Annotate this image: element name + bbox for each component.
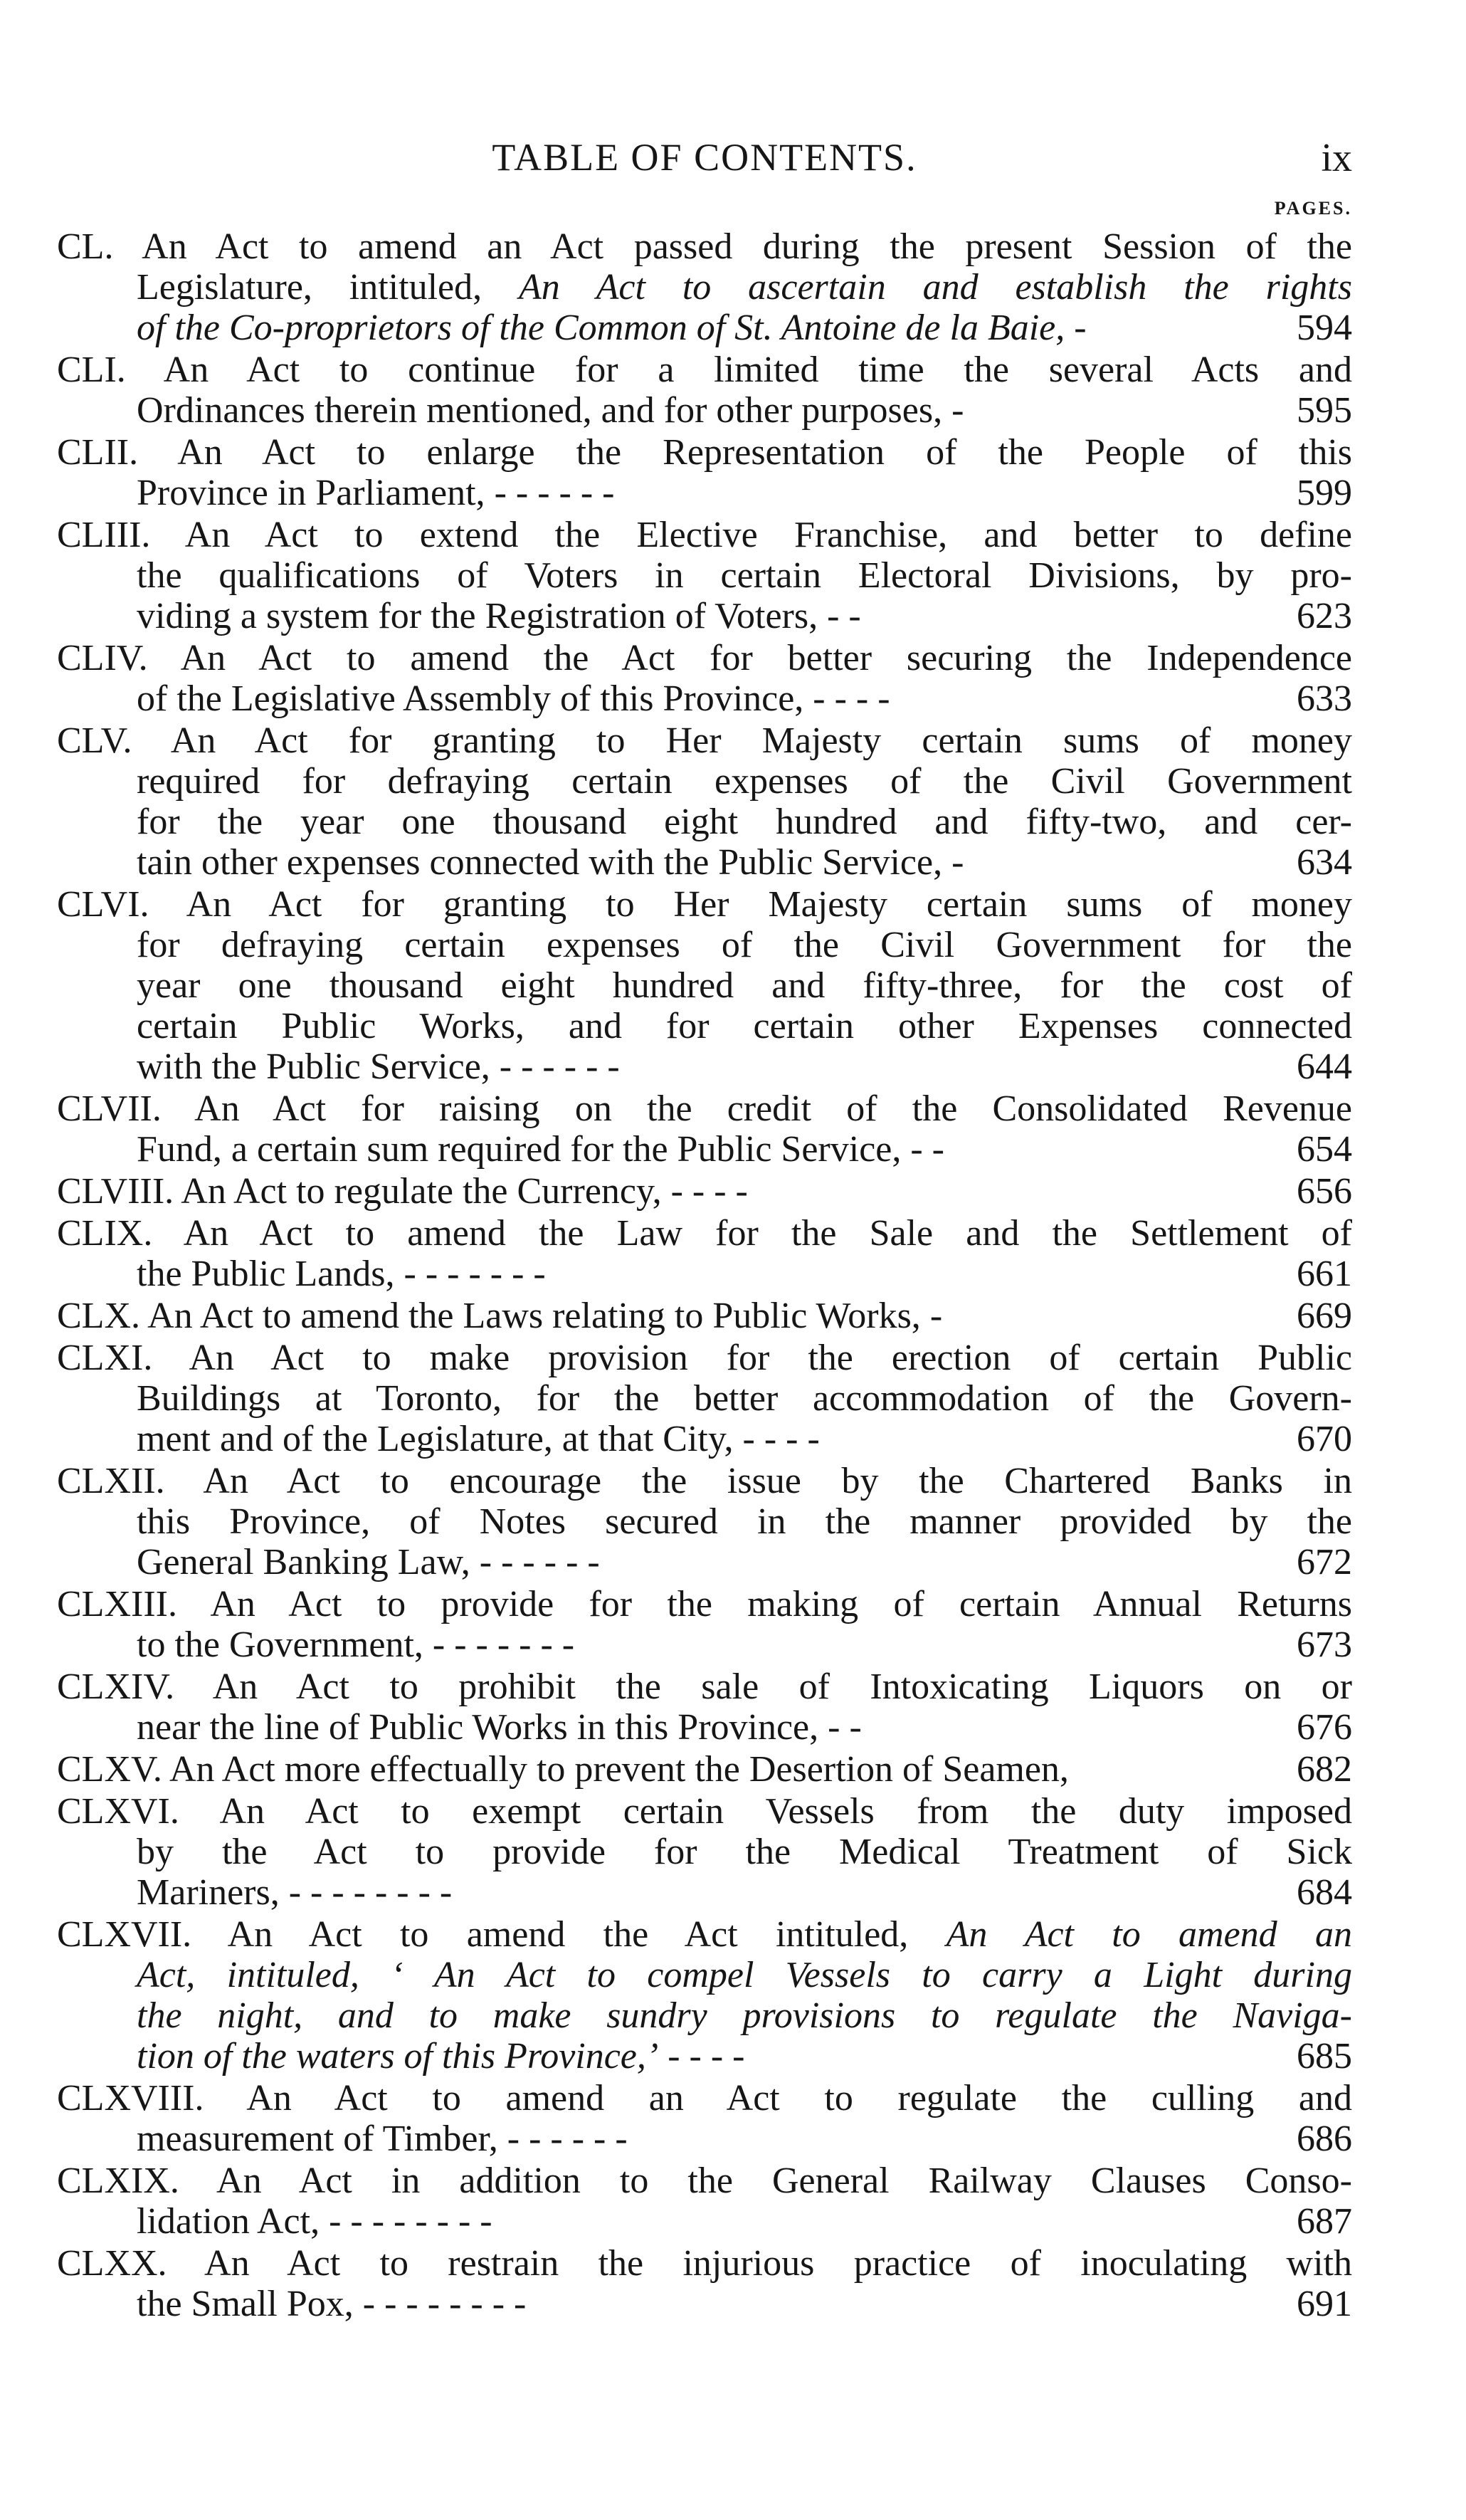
toc-entry-line [57,515,1352,555]
toc-entry-text: of the Legislative Assembly of this Province, [137,678,804,719]
toc-entry-line [57,761,1352,802]
toc-entry-text: the qualifications of Voters in certain Electoral Divisions, by pro- [137,555,1352,596]
toc-entry-line [57,1914,1352,1955]
toc-entry-line [57,1338,1352,1378]
toc-entry-text: CLXIII. An Act to provide for the making of certain Annual Returns [57,1584,1352,1624]
toc-entry [57,1171,1352,1212]
toc-entry-text: - - - - - - - - [353,2284,527,2324]
toc-entry-text: CLV. An Act for granting to Her Majesty certain sums of money [57,720,1352,761]
toc-entry-text: CLXIV. An Act to prohibit the sale of Intoxicating Liquors on or [57,1666,1352,1707]
toc-entry-text: CLVI. An Act for granting to Her Majesty certain sums of money [57,884,1352,925]
toc-entry-text: CLXVII. An Act to amend the Act intituled, [57,1914,946,1955]
toc-entry-line [57,1501,1352,1542]
toc-entry-line [57,2119,1352,2159]
toc-entry-text: - - [818,596,861,636]
toc-entry-text: the Public Lands, [137,1254,395,1294]
toc-entry-text: measurement of Timber, [137,2119,498,2159]
toc-page-number: 599 [1297,473,1352,513]
toc-page-number: 644 [1297,1046,1352,1087]
toc-entry-text: - - - - - - [497,2119,628,2159]
toc-entry-line [57,390,1352,431]
toc-entry-line [57,638,1352,678]
toc-page-number: 594 [1297,308,1352,348]
toc-entry-text: lidation Act, [137,2201,320,2242]
toc-entry-text: - [920,1296,943,1336]
pages-column-label: PAGES. [1274,198,1352,219]
toc-entry-line [57,1749,1352,1790]
toc-entry-line [57,2243,1352,2284]
toc-entry-text: the Small Pox, [137,2284,354,2324]
toc-page-number: 685 [1297,2036,1352,2077]
toc-entry-line [57,432,1352,473]
toc-page-number: 634 [1297,842,1352,883]
toc-entry-text: CLII. An Act to enlarge the Representation of the People of this [57,432,1352,473]
toc-entry-text: - [942,390,964,431]
toc-entry [57,1584,1352,1665]
toc-entry-line [57,1046,1352,1087]
toc-entry-line [57,473,1352,513]
toc-entry [57,1088,1352,1170]
toc-entry-line [57,350,1352,390]
toc-entry-text: for the year one thousand eight hundred and fifty-two, and cer- [137,802,1352,842]
toc-entry-text: CLVIII. An Act to regulate the Currency, [57,1171,662,1212]
toc-entry-text: - - - - [733,1419,820,1459]
toc-page-number: 684 [1297,1872,1352,1913]
toc-page-number: 595 [1297,390,1352,431]
toc-page-number: 673 [1297,1624,1352,1665]
toc-entry-text: CLXI. An Act to make provision for the erection of certain Public [57,1338,1352,1378]
toc-page-number: 686 [1297,2119,1352,2159]
toc-entry [57,1791,1352,1913]
toc-page-number: 676 [1297,1707,1352,1748]
toc-entry-text: CLI. An Act to continue for a limited time the several Acts and [57,350,1352,390]
toc-entry-text: tain other expenses connected with the Public Service, [137,842,943,883]
toc-entry-text: ment and of the Legislature, at that City, [137,1419,734,1459]
toc-entry [57,1461,1352,1582]
toc-entry-text: CLXII. An Act to encourage the issue by the Chartered Banks in [57,1461,1352,1501]
toc-entry-text: - - - - - - - [394,1254,546,1294]
toc-entry-line [57,1955,1352,1995]
toc-entry-text: - - - - [803,678,890,719]
toc-entry-line [57,596,1352,636]
toc-entry-text: Ordinances therein mentioned, and for other purposes, [137,390,943,431]
toc-entry-text: - - [818,1707,862,1748]
toc-entry-text: - [942,842,964,883]
toc-entry-text: this Province, of Notes secured in the manner provided by the [137,1501,1352,1542]
toc-entry-line [57,720,1352,761]
toc-entry-text: - - [901,1129,944,1170]
toc-entry-text: the night, and to make sundry provisions to regulate the Naviga- [137,1995,1352,2036]
toc-entry-text: near the line of Public Works in this Province, [137,1707,819,1748]
toc-entry-text: CLX. An Act to amend the Laws relating to Public Works, [57,1296,921,1336]
toc-entry-line [57,925,1352,965]
toc-entry [57,2078,1352,2159]
toc-entry [57,1914,1352,2077]
toc-entry [57,1296,1352,1336]
toc-entry-line [57,1378,1352,1419]
toc-entry-text: - - - - - - - - [279,1872,453,1913]
toc-entry-line [57,678,1352,719]
toc-entry-text: CLIX. An Act to amend the Law for the Sale and the Settlement of [57,1213,1352,1254]
toc-entry-text: CL. An Act to amend an Act passed during the present Session of the [57,226,1352,267]
toc-entry-text: CLXVI. An Act to exempt certain Vessels from the duty imposed [57,1791,1352,1832]
toc-entry-text: An Act to amend an [946,1914,1352,1955]
toc-page-number: 656 [1297,1171,1352,1212]
toc-entry-line [57,965,1352,1006]
toc-entry-line [57,1872,1352,1913]
toc-entry-line [57,1584,1352,1624]
toc-entry-text: tion of the waters of this Province,’ [137,2036,659,2077]
toc-entry-text: - [1065,308,1087,348]
toc-entry-line [57,1254,1352,1294]
toc-entry-line [57,2201,1352,2242]
toc-entry-line [57,1213,1352,1254]
toc-page-number: 633 [1297,678,1352,719]
toc-entry-line [57,1542,1352,1582]
toc-entry-line [57,884,1352,925]
toc-entry [57,1666,1352,1748]
toc-entry-line [57,1419,1352,1459]
toc-entry-line [57,1995,1352,2036]
toc-entry-line [57,2078,1352,2119]
toc-entry-line [57,226,1352,267]
toc-entry-text: - - - - - - - [423,1624,575,1665]
page-header [57,135,1352,192]
toc-entry [57,1338,1352,1459]
toc-page-number: 654 [1297,1129,1352,1170]
page-number: ix [1321,136,1352,180]
toc-entry-line [57,1296,1352,1336]
toc-entry-line [57,1171,1352,1212]
toc-entry-text: CLXV. An Act more effectually to prevent the Desertion of Seamen, [57,1749,1069,1790]
toc-entry-text: - - - - - - [470,1542,600,1582]
toc-page-number: 670 [1297,1419,1352,1459]
toc-entry-text: required for defraying certain expenses of the Civil Government [137,761,1352,802]
toc-entry-text: Buildings at Toronto, for the better accommodation of the Govern- [137,1378,1352,1419]
toc-entry-line [57,1666,1352,1707]
toc-entry-line [57,2036,1352,2077]
toc-entry [57,515,1352,636]
toc-entry-line [57,1006,1352,1046]
toc-entry-line [57,267,1352,308]
toc-entry-text: with the Public Service, [137,1046,490,1087]
toc-entry [57,2161,1352,2242]
toc-entry-text: Fund, a certain sum required for the Public Service, [137,1129,902,1170]
toc-entry-text: - - - - [661,1171,748,1212]
toc-page-number: 672 [1297,1542,1352,1582]
toc-entry-text: - - - - [658,2036,745,2077]
toc-entry-text: to the Government, [137,1624,423,1665]
toc-entry-text: certain Public Works, and for certain other Expenses connected [137,1006,1352,1046]
toc-entry-text: Legislature, intituled, [137,267,519,308]
toc-entry-text: - - - - - - [490,1046,620,1087]
page-title: TABLE OF CONTENTS. [492,136,917,179]
toc-entry [57,2243,1352,2324]
toc-entry-text: - - - - - - [485,473,615,513]
toc-entry [57,638,1352,719]
toc-entry-line [57,308,1352,348]
toc-entry-text: CLIII. An Act to extend the Elective Franchise, and better to define [57,515,1352,555]
toc-entry-text: Act, intituled, ‘ An Act to compel Vessels to carry a Light during [137,1955,1352,1995]
toc-page-number: 661 [1297,1254,1352,1294]
toc-entry [57,226,1352,348]
toc-entry-text: General Banking Law, [137,1542,470,1582]
toc-entry [57,1749,1352,1790]
toc-entry-text: CLXX. An Act to restrain the injurious practice of inoculating with [57,2243,1352,2284]
toc-entry-line [57,1461,1352,1501]
toc-entry-text: CLXVIII. An Act to amend an Act to regulate the culling and [57,2078,1352,2119]
toc-entry-text: Mariners, [137,1872,280,1913]
toc-entry-line [57,1707,1352,1748]
toc-entry-line [57,842,1352,883]
toc-entry-line [57,555,1352,596]
toc-entry [57,350,1352,431]
toc-entry-line [57,1791,1352,1832]
toc-entry-line [57,1129,1352,1170]
toc-entry [57,884,1352,1087]
toc-entry [57,1213,1352,1294]
toc-entry-text: for defraying certain expenses of the Civil Government for the [137,925,1352,965]
toc-entry-text: An Act to ascertain and establish the rights [518,267,1352,308]
toc-entry-text: by the Act to provide for the Medical Treatment of Sick [137,1832,1352,1872]
toc-page-number: 691 [1297,2284,1352,2324]
toc-page-number: 682 [1297,1749,1352,1790]
toc-entry-line [57,2284,1352,2324]
toc-entry-text: year one thousand eight hundred and fifty-three, for the cost of [137,965,1352,1006]
toc-entry-text: viding a system for the Registration of Voters, [137,596,818,636]
table-of-contents [57,226,1352,2326]
toc-entry-text: - - - - - - - - [320,2201,492,2242]
toc-entry-line [57,802,1352,842]
toc-entry-line [57,1624,1352,1665]
toc-entry-text: Province in Parliament, [137,473,485,513]
toc-entry-line [57,1832,1352,1872]
toc-entry [57,720,1352,883]
toc-entry [57,432,1352,513]
toc-entry-line [57,2161,1352,2201]
toc-page-number: 687 [1297,2201,1352,2242]
toc-page-number: 623 [1297,596,1352,636]
toc-entry-text: of the Co-proprietors of the Common of St. Antoine de la Baie, [137,308,1065,348]
toc-entry-text: CLVII. An Act for raising on the credit of the Consolidated Revenue [57,1088,1352,1129]
toc-entry-text: CLXIX. An Act in addition to the General Railway Clauses Conso- [57,2161,1352,2201]
toc-entry-text: CLIV. An Act to amend the Act for better securing the Independence [57,638,1352,678]
toc-entry-line [57,1088,1352,1129]
toc-page-number: 669 [1297,1296,1352,1336]
